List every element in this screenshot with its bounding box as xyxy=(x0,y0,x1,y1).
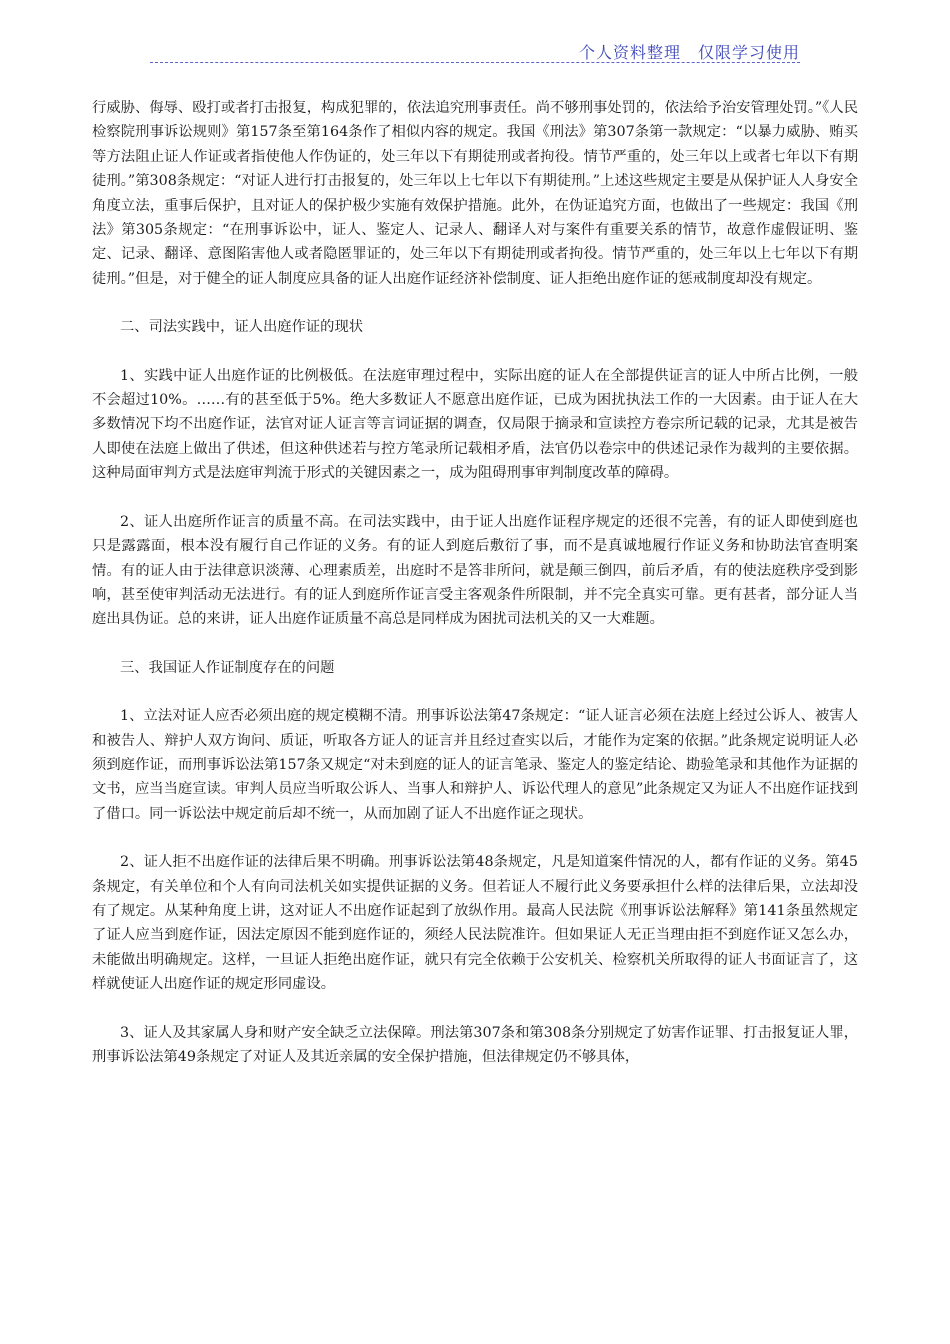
paragraph-practice-1: 1、实践中证人出庭作证的比例极低。在法庭审理过程中，实际出庭的证人在全部提供证言的证人中所占比例，一般不会超过10%。……有的甚至低于5%。绝大多数证人不愿意出庭作证，已成为困扰执法工作的一大因素。由于证人在大多数情况下均不出庭作证，法官对证人证言等言词证据的调查，仅局限于摘录和宣读控方卷宗所记载的记录，尤其是被告人即使在法庭上做出了供述，但这种供述若与控方笔录所记载相矛盾，法官仍以卷宗中的供述记录作为裁判的主要依据。这种局面审判方式是法庭审判流于形式的关键因素之一，成为阻碍刑事审判制度改革的障碍。 xyxy=(92,367,858,482)
paragraph-problem-2: 2、证人拒不出庭作证的法律后果不明确。刑事诉讼法第48条规定，凡是知道案件情况的人，都有作证的义务。第45条规定，有关单位和个人有向司法机关如实提供证据的义务。但若证人不履行此义务要承担什么样的法律后果，立法却没有了规定。从某种角度上讲，这对证人不出庭作证起到了放纵作用。最高人民法院《刑事诉讼法解释》第141条虽然规定了证人应当到庭作证，因法定原因不能到庭作证的，须经人民法院准许。但如果证人无正当理由拒不到庭作证又怎么办，未能做出明确规定。这样，一旦证人拒绝出庭作证，就只有完全依赖于公安机关、检察机关所取得的证人书面证言了，这样就使证人出庭作证的规定形同虚设。 xyxy=(92,854,858,993)
paragraph-gap xyxy=(92,997,858,1021)
section-heading-3: 三、我国证人作证制度存在的问题 xyxy=(120,659,335,676)
paragraph-gap xyxy=(92,340,858,364)
paragraph-gap xyxy=(92,486,858,510)
paragraph-gap xyxy=(92,826,858,850)
paragraph-problem-1: 1、立法对证人应否必须出庭的规定模糊不清。刑事诉讼法第47条规定：“证人证言必须在法庭上经过公诉人、被害人和被告人、辩护人双方询问、质证，听取各方证人的证言并且经过查实以后，才能作为定案的依据。”此条规定说明证人必须到庭作证，而刑事诉讼法第157条又规定“对未到庭的证人的证言笔录、鉴定人的鉴定结论、勘验笔录和其他作为证据的文书，应当当庭宣读。审判人员应当听取公诉人、当事人和辩护人、诉讼代理人的意见”此条规定又为证人不出庭作证找到了借口。同一诉讼法中规定前后却不统一，从而加剧了证人不出庭作证之现状。 xyxy=(92,708,858,822)
document-body xyxy=(92,96,858,1069)
paragraph-gap xyxy=(92,632,858,656)
paragraph-problem-3: 3、证人及其家属人身和财产安全缺乏立法保障。刑法第307条和第308条分别规定了妨害作证罪、打击报复证人罪，刑事诉讼法第49条规定了对证人及其近亲属的安全保护措施，但法律规定仍不够具体， xyxy=(92,1024,858,1065)
paragraph-gap xyxy=(92,680,858,704)
paragraph-continued: 行威胁、侮辱、殴打或者打击报复，构成犯罪的，依法追究刑事责任。尚不够刑事处罚的，依法给予治安管理处罚。”《人民检察院刑事诉讼规则》第157条至第164条作了相似内容的规定。我国《刑法》第307条第一款规定：“以暴力威胁、贿买等方法阻止证人作证或者指使他人作伪证的，处三年以下有期徒刑或者拘役。情节严重的，处三年以上或者七年以下有期徒刑。”第308条规定：“对证人进行打击报复的，处三年以上七年以下有期徒刑。”上述这些规定主要是从保护证人人身安全角度立法，重事后保护，且对证人的保护极少实施有效保护措施。此外，在伪证追究方面，也做出了一些规定：我国《刑法》第305条规定：“在刑事诉讼中，证人、鉴定人、记录人、翻译人对与案件有重要关系的情节，故意作虚假证明、鉴定、记录、翻译、意图陷害他人或者隐匿罪证的，处三年以下有期徒刑或者拘役。情节严重的，处三年以上七年以下有期徒刑。”但是，对于健全的证人制度应具备的证人出庭作证经济补偿制度、证人拒绝出庭作证的惩戒制度却没有规定。 xyxy=(92,100,858,287)
page-header xyxy=(150,40,800,63)
paragraph-practice-2: 2、证人出庭所作证言的质量不高。在司法实践中，由于证人出庭作证程序规定的还很不完善，有的证人即使到庭也只是露露面，根本没有履行自己作证的义务。有的证人到庭后敷衍了事，而不是真诚地履行作证义务和协助法官查明案情。有的证人由于法律意识淡薄、心理素质差，出庭时不是答非所问，就是颠三倒四，前后矛盾，有的使法庭秩序受到影响，甚至使审判活动无法进行。有的证人到庭所作证言受主客观条件所限制，并不完全真实可靠。更有甚者，部分证人当庭出具伪证。总的来讲，证人出庭作证质量不高总是同样成为困扰司法机关的又一大难题。 xyxy=(92,513,858,628)
header-text: 个人资料整理 仅限学习使用 xyxy=(578,43,800,62)
paragraph-gap xyxy=(92,291,858,315)
section-heading-2: 二、司法实践中，证人出庭作证的现状 xyxy=(120,319,364,336)
